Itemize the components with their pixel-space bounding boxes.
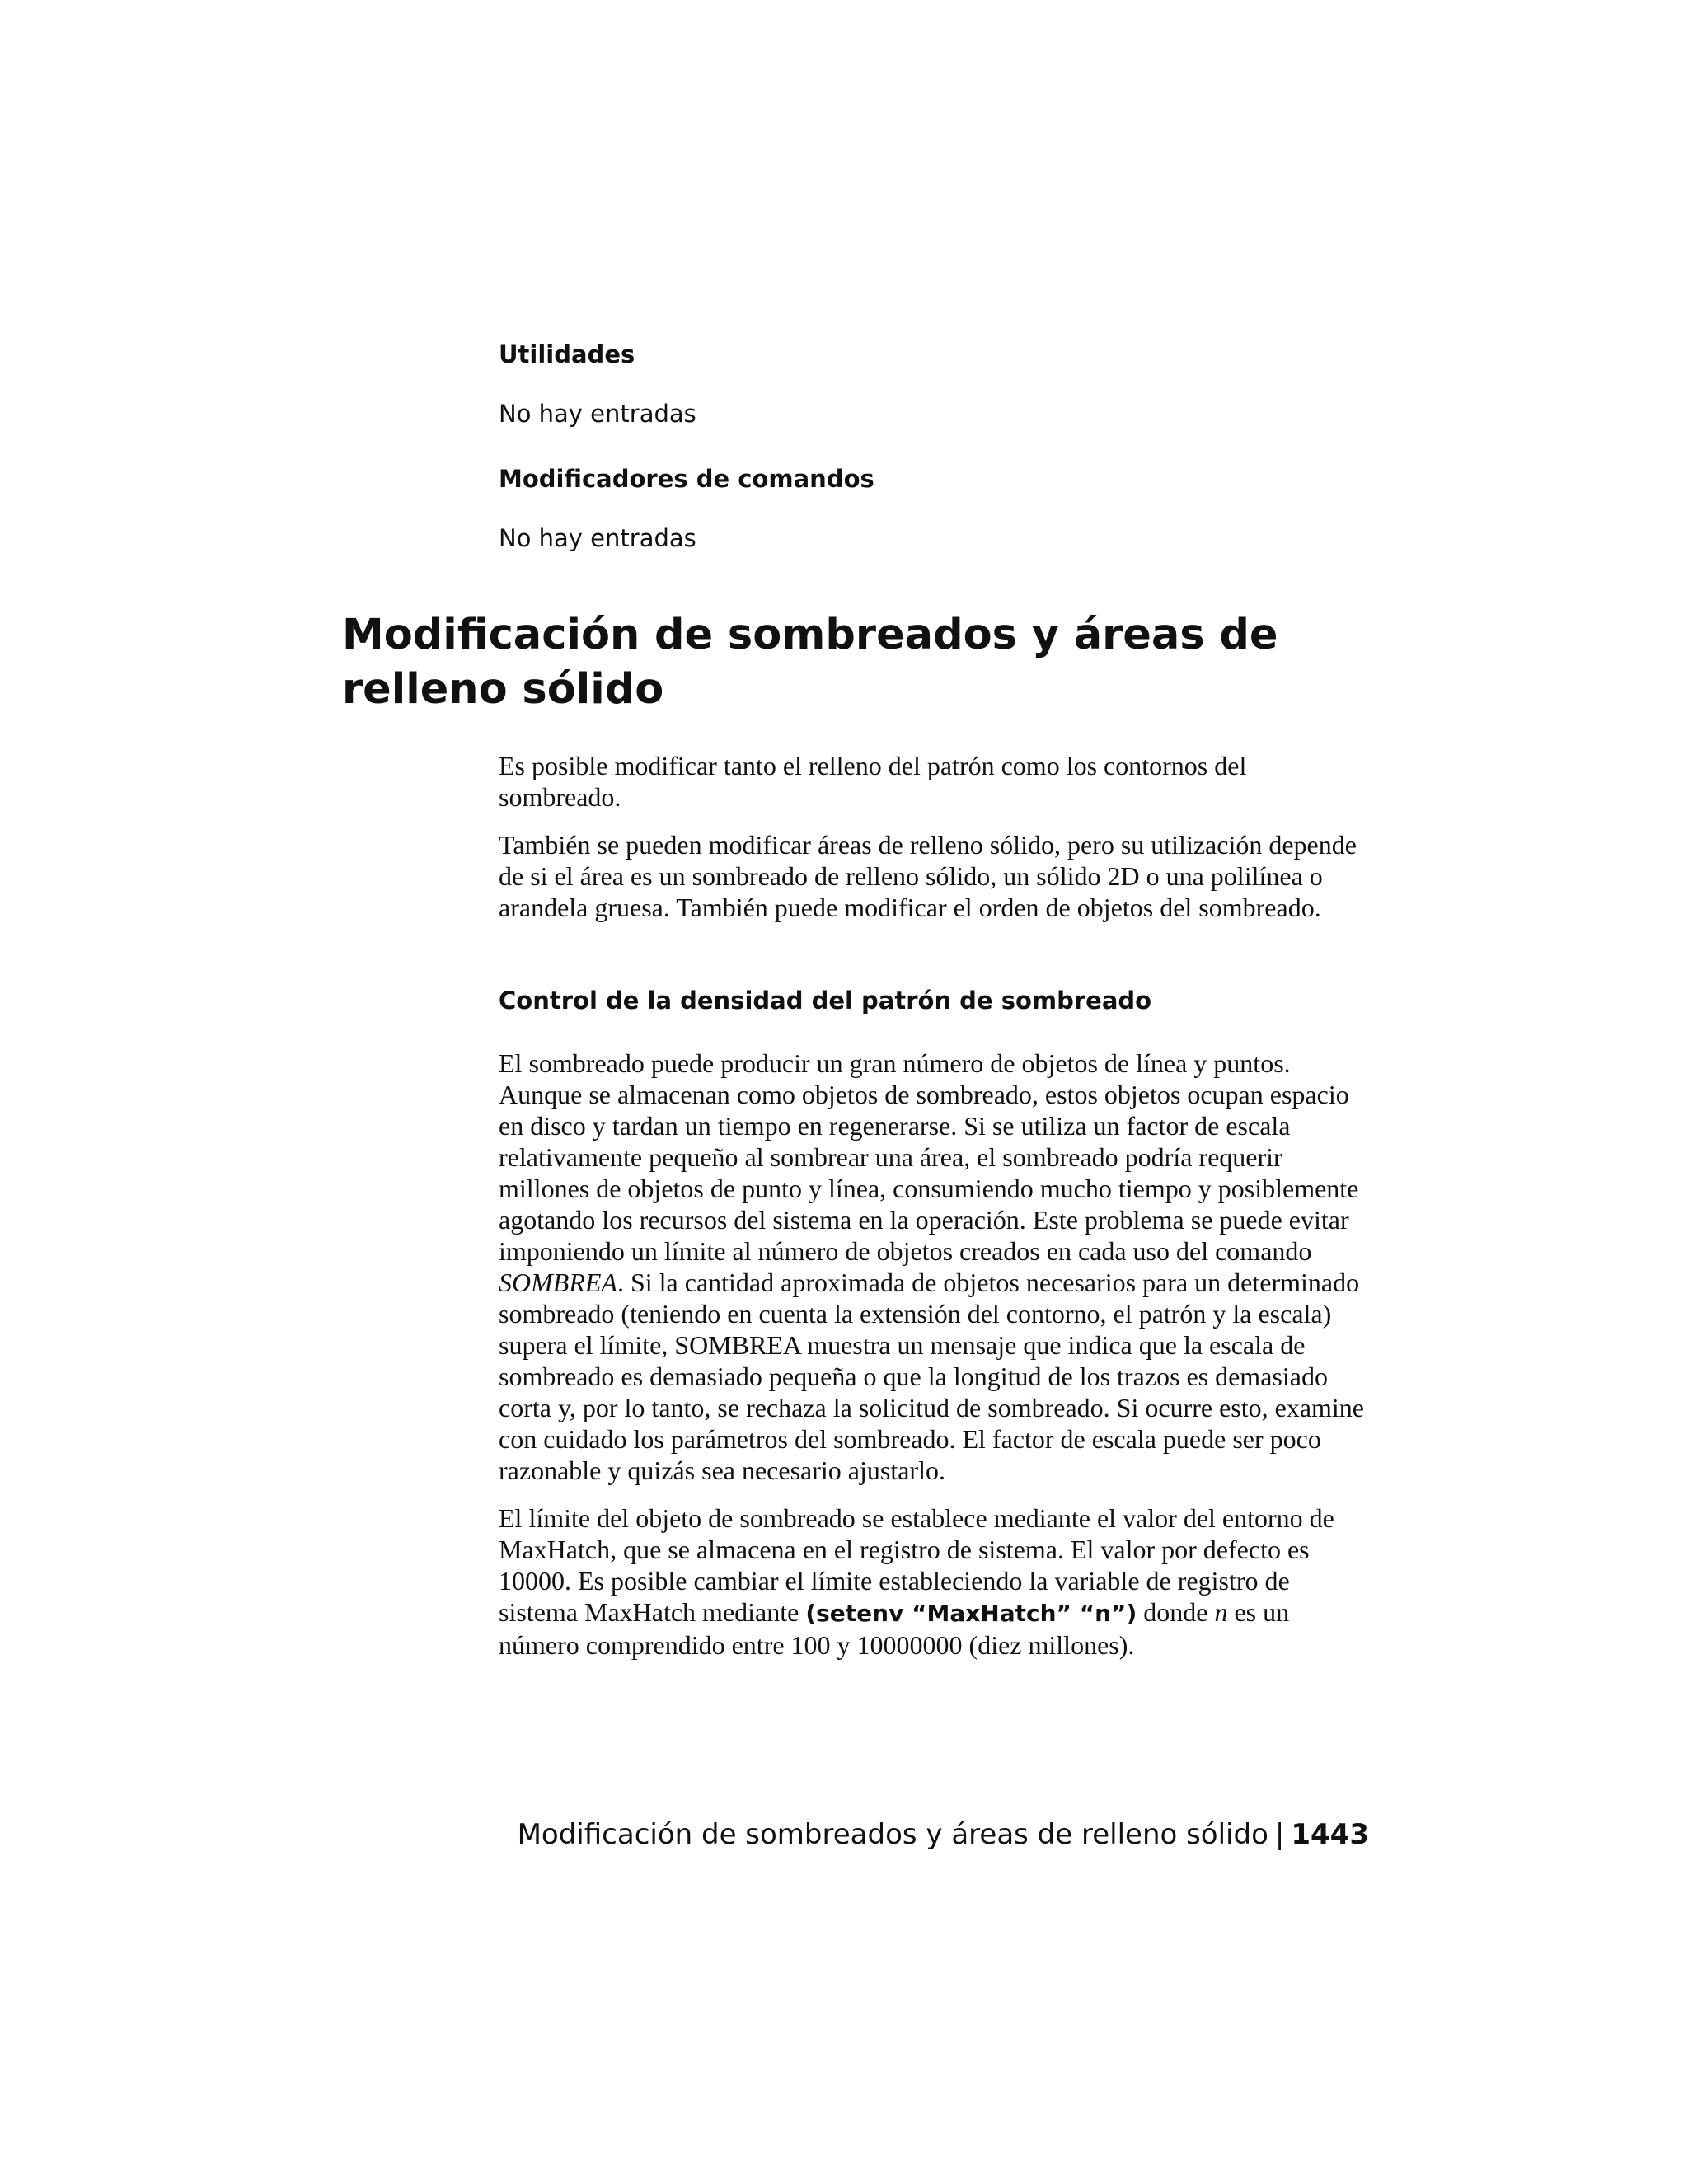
paragraph-2-text-b: donde — [1137, 1597, 1215, 1627]
section-paragraph-1: Es posible modificar tanto el relleno del patrón como los contornos del sombreado. — [499, 751, 1247, 812]
section-title: Modificación de sombreados y áreas de relleno sólido — [342, 611, 1278, 714]
footer-title: Modificación de sombreados y áreas de relleno sólido — [517, 1818, 1268, 1851]
page-footer — [518, 1816, 1369, 1853]
paragraph-2-text-c: es un número comprendido entre 100 y 10000000 (diez millones). — [499, 1597, 1290, 1660]
modifiers-heading: Modificadores de comandos — [499, 465, 874, 493]
page-number: 1443 — [1291, 1818, 1369, 1851]
setenv-code: (setenv “MaxHatch” “n”) — [805, 1600, 1137, 1627]
paragraph-1-text-b: . Si la cantidad aproximada de objetos necesarios para un determinado sombreado (teniendo en cuenta la extensión del contorno, el patrón y la escala) supera el límite, SOMBREA muestra un mensaje que indica que la escala de sombreado es demasiado pequeña o que la longitud de los trazos es demasiado corta y, por lo tanto, se rechaza la solicitud de sombreado. Si ocurre esto, examine con cuidado los parámetros del sombreado. El factor de escala puede ser poco razonable y quizás sea necesario ajustarlo. — [499, 1268, 1364, 1485]
footer-separator: | — [1274, 1818, 1285, 1851]
paragraph-1-text-a: El sombreado puede producir un gran número de objetos de línea y puntos. Aunque se almacenan como objetos de sombreado, estos objetos ocupan espacio en disco y tardan un tiempo en regenerarse. Si se utiliza un factor de escala relativamente pequeño al sombrear una área, el sombreado podría requerir millones de objetos de punto y línea, consumiendo mucho tiempo y posiblemente agotando los recursos del sistema en la operación. Este problema se puede evitar imponiendo un límite al número de objetos creados en cada uso del comando — [499, 1048, 1359, 1266]
section-intro — [499, 750, 1372, 923]
variable-n: n — [1214, 1597, 1228, 1627]
utilities-text: No hay entradas — [499, 400, 696, 428]
subsection-heading: Control de la densidad del patrón de sombreado — [499, 987, 1152, 1015]
section-paragraph-2: También se pueden modificar áreas de relleno sólido, pero su utilización depende de si el área es un sombreado de relleno sólido, un sólido 2D o una polilínea o arandela gruesa. También puede modificar el orden de objetos del sombreado. — [499, 830, 1357, 922]
modifiers-text: No hay entradas — [499, 524, 696, 552]
utilities-heading: Utilidades — [499, 340, 635, 368]
subsection-paragraph-1 — [499, 1047, 1372, 1486]
subsection-body — [499, 1047, 1372, 1661]
subsection-paragraph-2 — [499, 1502, 1372, 1661]
command-name: SOMBREA — [499, 1268, 617, 1297]
paragraph-2-text-a: El límite del objeto de sombreado se establece mediante el valor del entorno de MaxHatch, que se almacena en el registro de sistema. El valor por defecto es 10000. Es posible cambiar el límite estableciendo la variable de registro de sistema MaxHatch mediante — [499, 1503, 1334, 1627]
